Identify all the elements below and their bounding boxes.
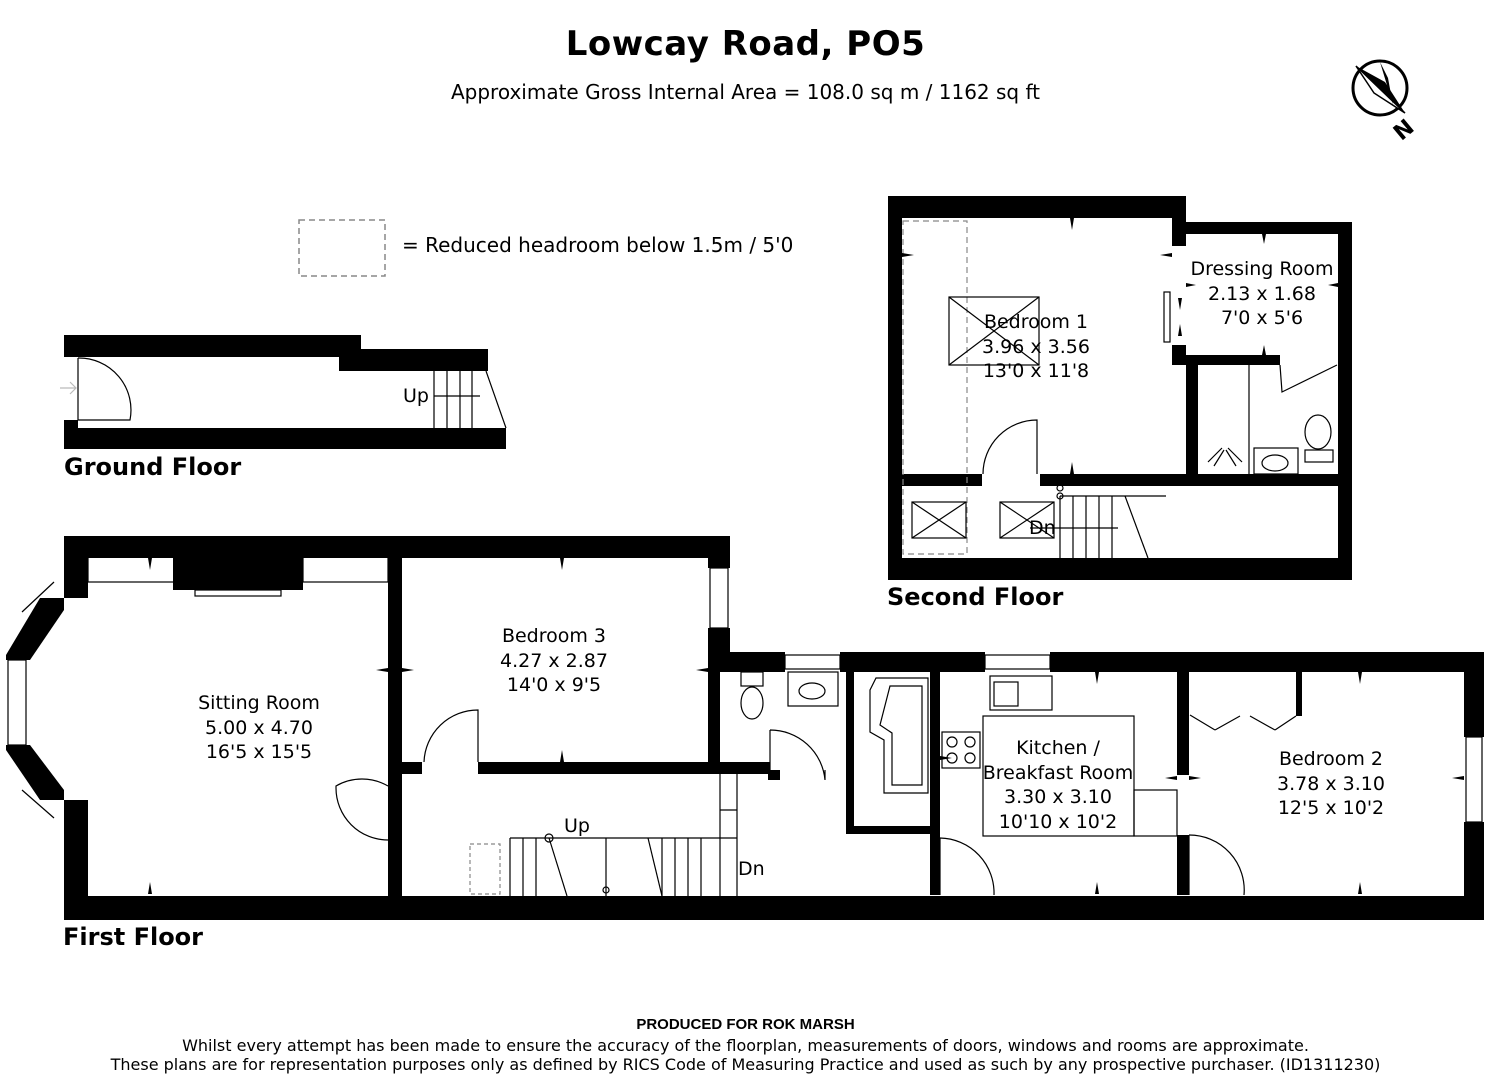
second-floor-label: Second Floor	[887, 583, 1064, 611]
second-floor-walls	[888, 196, 1352, 580]
ground-floor-label: Ground Floor	[64, 453, 242, 481]
room-imperial: 13'0 x 11'8	[982, 360, 1090, 382]
room-label-bedroom-2	[1206, 747, 1456, 821]
room-imperial: 14'0 x 9'5	[506, 674, 602, 696]
ground-stairs-label: Up	[403, 385, 429, 407]
room-metric: 3.96 x 3.56	[982, 335, 1090, 358]
page-title: Lowcay Road, PO5	[565, 24, 926, 64]
room-name-line2: Breakfast Room	[982, 761, 1134, 784]
room-imperial: 16'5 x 15'5	[205, 741, 313, 763]
room-metric: 4.27 x 2.87	[500, 649, 608, 672]
room-metric: 3.78 x 3.10	[1277, 772, 1385, 795]
disclaimer-line-1: Whilst every attempt has been made to ensure the accuracy of the floorplan, measurements of doors, windows and rooms are approximate.	[182, 1036, 1309, 1055]
room-metric: 5.00 x 4.70	[205, 716, 313, 739]
room-name: Bedroom 3	[501, 625, 607, 647]
disclaimer-line-2: These plans are for representation purposes only as defined by RICS Code of Measuring Practice and used as such by any prospective purchaser. (ID1311230)	[110, 1055, 1381, 1074]
legend-text: = Reduced headroom below 1.5m / 5'0	[402, 233, 794, 257]
compass-label: N	[1389, 115, 1420, 146]
produced-for-text: PRODUCED FOR ROK MARSH	[636, 1016, 855, 1033]
first-stairs-down-label: Dn	[738, 858, 765, 880]
first-stairs-up-label: Up	[564, 815, 590, 837]
room-name: Kitchen /	[1016, 737, 1100, 759]
gross-area-subtitle: Approximate Gross Internal Area = 108.0 sq m / 1162 sq ft	[450, 80, 1041, 104]
room-label-bedroom-1	[936, 310, 1136, 384]
room-label-dressing-room	[1176, 257, 1348, 331]
room-metric: 3.30 x 3.10	[1004, 786, 1112, 808]
room-name: Dressing Room	[1190, 258, 1334, 280]
room-name: Sitting Room	[198, 692, 320, 714]
room-label-kitchen	[948, 736, 1168, 834]
legend-swatch	[299, 220, 385, 276]
room-label-bedroom-3	[429, 624, 679, 698]
room-name: Bedroom 1	[983, 311, 1089, 333]
ground-floor-plan	[64, 335, 506, 449]
room-label-sitting-room	[134, 691, 384, 765]
first-floor-label: First Floor	[63, 923, 204, 951]
room-metric: 2.13 x 1.68	[1208, 282, 1316, 305]
room-imperial: 12'5 x 10'2	[1277, 797, 1385, 819]
room-imperial: 7'0 x 5'6	[1220, 307, 1304, 329]
room-imperial: 10'10 x 10'2	[998, 810, 1118, 833]
second-stairs-down-label: Dn	[1029, 517, 1056, 539]
room-name: Bedroom 2	[1278, 748, 1384, 770]
